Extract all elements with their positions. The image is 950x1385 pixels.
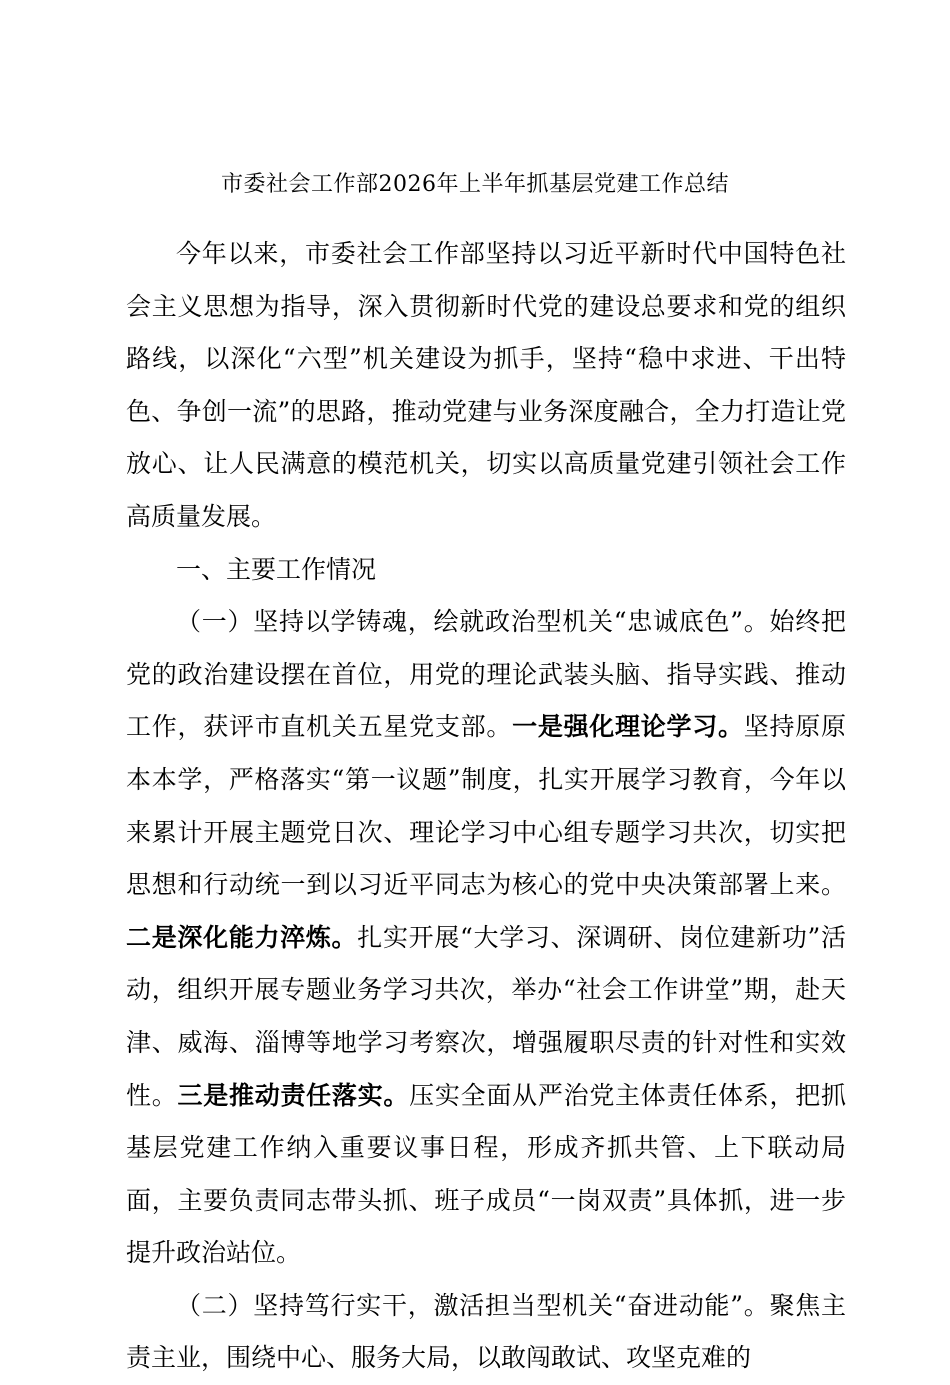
paragraph-political-building xyxy=(126,596,846,1280)
section-heading: 一、主要工作情况 xyxy=(176,554,377,584)
point-1-text: 坚持原原本本学，严格落实“第一议题”制度，扎实开展学习教育，今年以来累计开展主题党日次、理论学习中心组专题学习共次，切实把思想和行动统一到以习近平同志为核心的党中央决策部署上来。 xyxy=(126,712,846,900)
paragraph-practical-work: （二）坚持笃行实干，激活担当型机关“奋进动能”。聚焦主责主业，围绕中心、服务大局，以敢闯敢试、攻坚克难的 xyxy=(126,1290,846,1373)
point-3-text: 压实全面从严治党主体责任体系，把抓基层党建工作纳入重要议事日程，形成齐抓共管、上下联动局面，主要负责同志带头抓、班子成员“一岗双责”具体抓，进一步提升政治站位。 xyxy=(126,1080,846,1268)
document-title: 市委社会工作部2026年上半年抓基层党建工作总结 xyxy=(221,172,729,197)
point-2-text: 扎实开展“大学习、深调研、岗位建新功”活动，组织开展专题业务学习共次，举办“社会工作讲堂”期，赴天津、威海、淄博等地学习考察次，增强履职尽责的针对性和实效性。 xyxy=(126,922,846,1110)
document-body xyxy=(126,228,846,1385)
bold-point-3: 三是推动责任落实。 xyxy=(177,1080,410,1110)
paragraph-lead: （一）坚持以学铸魂，绘就政治型机关“忠诚底色”。始终把党的政治建设摆在首位，用党的理论武装头脑、指导实践、推动工作，获评市直机关五星党支部。 xyxy=(126,607,846,742)
bold-point-1: 一是强化理论学习。 xyxy=(512,712,744,742)
intro-paragraph: 今年以来，市委社会工作部坚持以习近平新时代中国特色社会主义思想为指导，深入贯彻新时代党的建设总要求和党的组织路线，以深化“六型”机关建设为抓手，坚持“稳中求进、干出特色、争创一流”的思路，推动党建与业务深度融合，全力打造让党放心、让人民满意的模范机关，切实以高质量党建引领社会工作高质量发展。 xyxy=(126,239,846,531)
bold-point-2: 二是深化能力淬炼。 xyxy=(126,922,358,952)
